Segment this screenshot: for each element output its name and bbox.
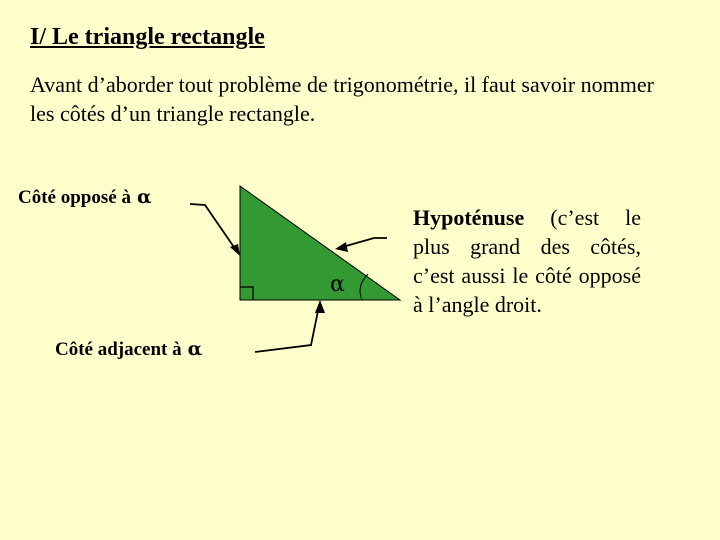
angle-alpha-label: α	[330, 272, 345, 297]
arrowhead-hypotenuse	[335, 242, 348, 252]
hypotenuse-description	[413, 203, 641, 319]
opposite-side-label	[18, 186, 152, 209]
opposite-side-text: Côté opposé à	[18, 187, 131, 208]
hypotenuse-text: (c’est le plus grand des côtés, c’est aussi le côté opposé à l’angle droit.	[413, 205, 642, 317]
adjacent-side-text: Côté adjacent à	[55, 339, 182, 360]
arrowhead-adjacent	[315, 300, 325, 313]
arrow-opposite	[190, 204, 238, 253]
intro-paragraph: Avant d’aborder tout problème de trigonométrie, il faut savoir nommer les côtés d’un triangle rectangle.	[30, 72, 654, 126]
opposite-alpha-symbol: α	[136, 186, 152, 208]
page-title: I/ Le triangle rectangle	[30, 24, 265, 50]
adjacent-alpha-symbol: α	[187, 338, 203, 360]
right-triangle	[240, 186, 400, 300]
arrowhead-opposite	[230, 244, 240, 256]
arrow-adjacent	[255, 306, 319, 352]
hypotenuse-term: Hypoténuse	[413, 205, 525, 230]
adjacent-side-label	[55, 338, 202, 361]
